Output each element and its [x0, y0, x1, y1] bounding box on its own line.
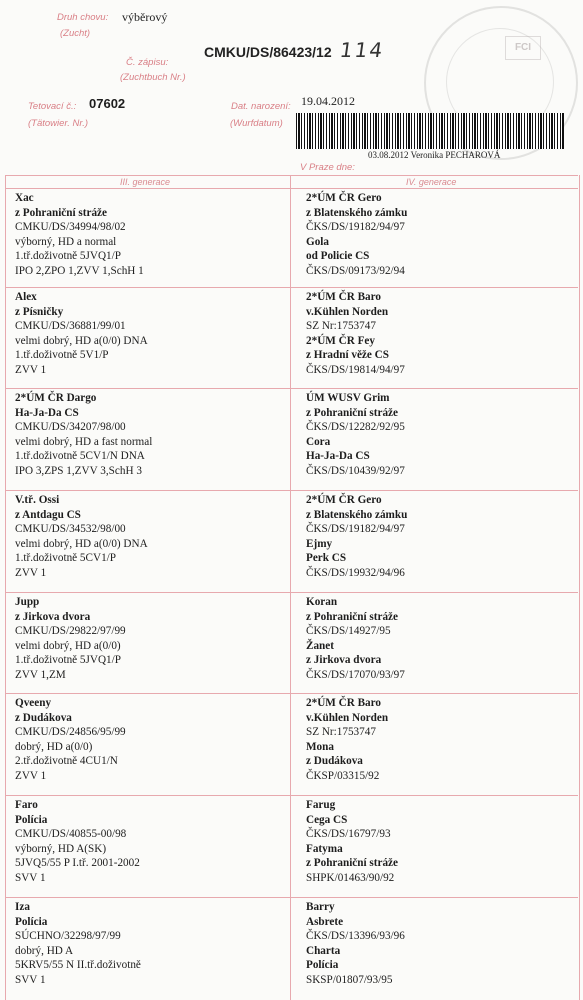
dog-detail-line: ČKSP/03315/92 [306, 769, 380, 782]
dog-detail-line: 5JVQ5/55 P I.tř. 2001-2002 [15, 857, 140, 870]
column-header-right: IV. generace [406, 177, 457, 187]
dog-detail-line: SVV 1 [15, 871, 46, 884]
row-divider [5, 592, 578, 593]
pedigree-cell-left [15, 798, 295, 886]
dog-detail-line: CMKU/DS/34207/98/00 [15, 421, 126, 434]
dog-detail-line: SVV 1 [15, 973, 46, 986]
table-top-line [5, 175, 578, 176]
dog-detail-line: 5KRV5/55 N II.tř.doživotně [15, 959, 141, 972]
dog-name-line: Koran [306, 596, 338, 608]
pedigree-cell-right [306, 290, 583, 378]
dog-detail-line: IPO 3,ZPS 1,ZVV 3,SchH 3 [15, 464, 142, 477]
dog-name-line: Charta [306, 944, 341, 957]
dog-name-line: V.tř. Ossi [15, 494, 60, 506]
dog-detail-line: dobrý, HD a(0/0) [15, 740, 93, 753]
pedigree-cell-right [306, 798, 583, 886]
dog-detail-line: ČKS/DS/09173/92/94 [306, 264, 405, 277]
dog-name-line: Ejmy [306, 537, 333, 550]
dog-name-line: z Pohraniční stráže [15, 206, 107, 219]
dog-name-line: Perk CS [306, 552, 347, 565]
dog-detail-line: výborný, HD A(SK) [15, 842, 107, 855]
dog-name-line: 2*ÚM ČR Gero [306, 192, 382, 204]
pedigree-cell-right [306, 595, 583, 683]
pedigree-cell-right [306, 696, 583, 784]
dog-name-line: 2*ÚM ČR Baro [306, 697, 381, 709]
dog-name-line: 2*ÚM ČR Baro [306, 291, 381, 303]
dog-name-line: z Blatenského zámku [306, 508, 408, 521]
dog-name-line: Žanet [306, 639, 334, 652]
dog-detail-line: CMKU/DS/29822/97/99 [15, 625, 126, 638]
pedigree-cell-right [306, 391, 583, 479]
barcode [296, 113, 564, 149]
dog-detail-line: velmi dobrý, HD a(0/0) DNA [15, 334, 148, 347]
tattoo-label-de: (Tätowier. Nr.) [28, 118, 88, 129]
dog-name-line: z Dudákova [15, 711, 72, 724]
dog-name-line: Barry [306, 901, 335, 913]
dog-detail-line: SÚCHNO/32298/97/99 [15, 930, 121, 943]
dog-name-line: Faro [15, 799, 38, 811]
row-divider [5, 897, 578, 898]
dog-detail-line: SKSP/01807/93/95 [306, 973, 393, 986]
pedigree-cell-left [15, 900, 295, 988]
dog-detail-line: velmi dobrý, HD a fast normal [15, 435, 153, 448]
row-divider [5, 490, 578, 491]
dog-detail-line: CMKU/DS/36881/99/01 [15, 320, 126, 333]
dog-name-line: 2*ÚM ČR Fey [306, 334, 375, 347]
dob-label-de: (Wurfdatum) [230, 118, 283, 129]
breed-label-de: (Zucht) [60, 28, 91, 39]
dog-detail-line: CMKU/DS/34994/98/02 [15, 221, 126, 234]
dog-name-line: Cega CS [306, 813, 348, 826]
dog-name-line: od Policie CS [306, 250, 370, 263]
dog-name-line: Jupp [15, 596, 40, 608]
pedigree-cell-right [306, 900, 583, 988]
dog-name-line: 2*ÚM ČR Gero [306, 494, 382, 506]
dog-detail-line: velmi dobrý, HD a(0/0) [15, 639, 121, 652]
dog-detail-line: ČKS/DS/19182/94/97 [306, 221, 405, 234]
dog-detail-line: ZVV 1 [15, 769, 47, 782]
dog-name-line: v.Kühlen Norden [306, 711, 389, 724]
dog-detail-line: SHPK/01463/90/92 [306, 871, 395, 884]
dog-detail-line: ZVV 1,ZM [15, 668, 66, 681]
dog-name-line: Ha-Ja-Da CS [306, 450, 370, 463]
dog-detail-line: IPO 2,ZPO 1,ZVV 1,SchH 1 [15, 264, 144, 277]
issued-label: V Praze dne: [300, 162, 355, 173]
dog-name-line: Alex [15, 291, 37, 303]
dog-name-line: Cora [306, 435, 331, 448]
dog-name-line: Qveeny [15, 697, 52, 709]
dog-detail-line: ZVV 1 [15, 363, 47, 376]
dog-name-line: z Jirkova dvora [306, 654, 382, 667]
dog-name-line: Mona [306, 740, 334, 753]
dog-name-line: Gola [306, 235, 329, 248]
studbook-label-de: (Zuchtbuch Nr.) [120, 72, 186, 83]
tattoo-label: Tetovací č.: [28, 101, 77, 112]
dog-name-line: Xac [15, 192, 34, 204]
row-divider [5, 388, 578, 389]
dog-detail-line: ČKS/DS/10439/92/97 [306, 464, 405, 477]
dog-detail-line: ČKS/DS/16797/93 [306, 828, 391, 841]
dog-name-line: v.Kühlen Norden [306, 305, 389, 318]
breed-label: Druh chovu: [57, 12, 109, 23]
dog-detail-line: velmi dobrý, HD a(0/0) DNA [15, 537, 148, 550]
dog-name-line: ÚM WUSV Grim [306, 392, 390, 404]
dob-value: 19.04.2012 [301, 94, 355, 108]
pedigree-cell-left [15, 493, 295, 581]
dog-name-line: z Blatenského zámku [306, 206, 408, 219]
dog-detail-line: ČKS/DS/19182/94/97 [306, 523, 405, 536]
dog-name-line: Fatyma [306, 842, 343, 855]
dog-name-line: Polícia [15, 813, 48, 826]
studbook-label: Č. zápisu: [126, 57, 169, 68]
row-divider [5, 693, 578, 694]
pedigree-cell-left [15, 191, 295, 279]
breed-value: výběrový [122, 10, 168, 24]
table-header-line [5, 188, 578, 189]
dog-detail-line: 1.tř.doživotně 5JVQ1/P [15, 654, 121, 667]
dog-name-line: z Pohraniční stráže [306, 610, 398, 623]
pedigree-cell-left [15, 595, 295, 683]
pedigree-cell-left [15, 696, 295, 784]
column-header-left: III. generace [120, 177, 171, 187]
dog-name-line: Iza [15, 901, 30, 913]
dog-detail-line: ČKS/DS/19814/94/97 [306, 363, 405, 376]
dog-detail-line: ČKS/DS/17070/93/97 [306, 668, 405, 681]
pedigree-cell-left [15, 290, 295, 378]
handwritten-suffix: 114 [338, 38, 386, 62]
dog-detail-line: SZ Nr:1753747 [306, 726, 376, 739]
dog-name-line: 2*ÚM ČR Dargo [15, 392, 97, 404]
dog-detail-line: výborný, HD a normal [15, 235, 117, 248]
pedigree-cell-left [15, 391, 295, 479]
dog-name-line: Ha-Ja-Da CS [15, 406, 79, 419]
pedigree-cell-right [306, 493, 583, 581]
dog-detail-line: ČKS/DS/19932/94/96 [306, 566, 405, 579]
dog-detail-line: 1.tř.doživotně 5V1/P [15, 349, 109, 362]
fci-logo: FCI [505, 36, 541, 60]
dog-name-line: Asbrete [306, 915, 344, 928]
dog-name-line: Polícia [15, 915, 48, 928]
dog-detail-line: 1.tř.doživotně 5JVQ1/P [15, 250, 121, 263]
dog-name-line: z Pohraniční stráže [306, 406, 398, 419]
issued-value: 03.08.2012 Veronika PECHAROVÁ [368, 150, 501, 160]
dog-name-line: z Jirkova dvora [15, 610, 91, 623]
dog-name-line: Farug [306, 799, 336, 811]
dog-detail-line: CMKU/DS/40855-00/98 [15, 828, 127, 841]
dog-name-line: z Pohraniční stráže [306, 857, 398, 870]
row-divider [5, 287, 578, 288]
dog-detail-line: 1.tř.doživotně 5CV1/P [15, 552, 116, 565]
dog-name-line: z Hradní věže CS [306, 349, 389, 362]
dob-label: Dat. narození: [231, 101, 291, 112]
dog-detail-line: 1.tř.doživotně 5CV1/N DNA [15, 450, 145, 463]
dog-detail-line: ČKS/DS/12282/92/95 [306, 421, 405, 434]
tattoo-value: 07602 [89, 96, 126, 111]
dog-detail-line: CMKU/DS/24856/95/99 [15, 726, 126, 739]
dog-detail-line: 2.tř.doživotně 4CU1/N [15, 755, 118, 768]
registration-number: CMKU/DS/86423/12 [204, 44, 332, 60]
dog-detail-line: ČKS/DS/14927/95 [306, 625, 391, 638]
row-divider [5, 795, 578, 796]
pedigree-cell-right [306, 191, 583, 279]
dog-name-line: z Dudákova [306, 755, 363, 768]
dog-detail-line: ČKS/DS/13396/93/96 [306, 930, 405, 943]
dog-detail-line: SZ Nr:1753747 [306, 320, 376, 333]
dog-name-line: Polícia [306, 959, 339, 972]
dog-name-line: z Písničky [15, 305, 64, 318]
dog-detail-line: CMKU/DS/34532/98/00 [15, 523, 126, 536]
dog-detail-line: dobrý, HD A [15, 944, 74, 957]
dog-name-line: z Antdagu CS [15, 508, 81, 521]
dog-detail-line: ZVV 1 [15, 566, 47, 579]
